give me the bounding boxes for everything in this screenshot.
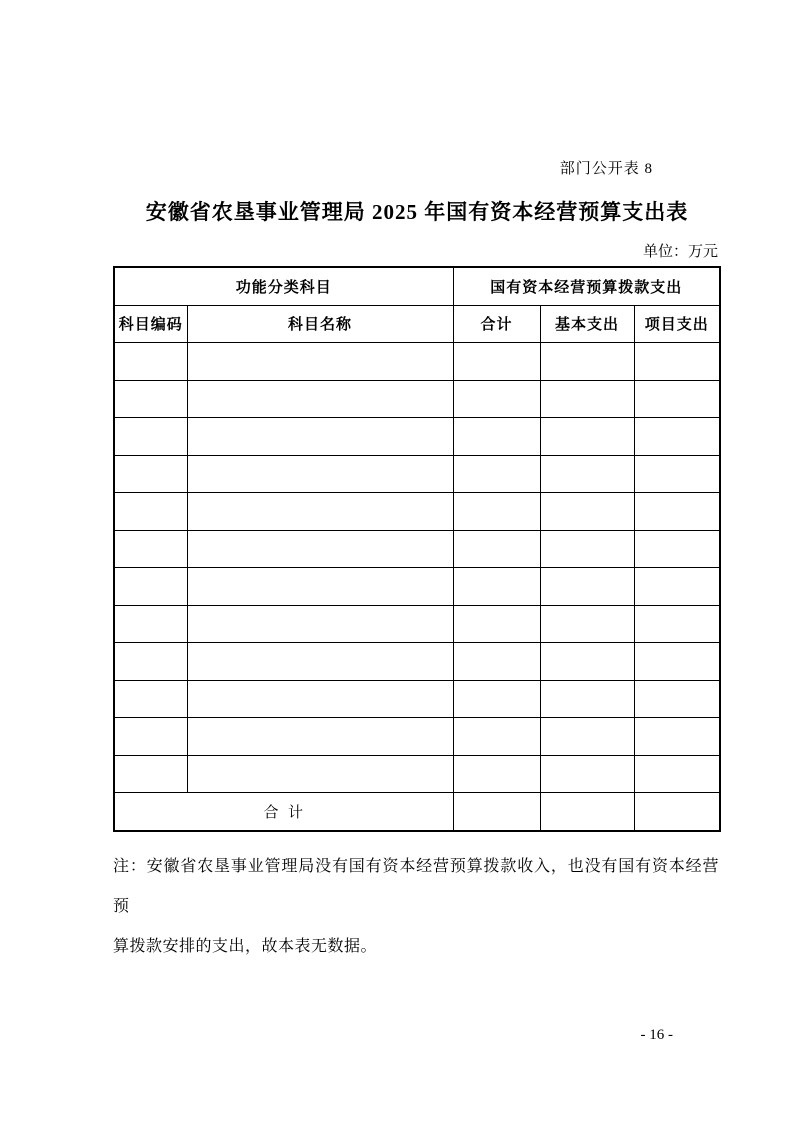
table-footer xyxy=(114,793,720,831)
empty-row xyxy=(114,718,720,756)
empty-cell xyxy=(453,380,540,418)
empty-cell xyxy=(540,418,634,456)
budget-table xyxy=(113,266,721,832)
column-header-row xyxy=(114,305,720,343)
empty-cell xyxy=(540,605,634,643)
note xyxy=(113,847,719,967)
empty-row xyxy=(114,755,720,793)
header-functional-classification: 功能分类科目 xyxy=(114,267,453,305)
total-row xyxy=(114,793,720,831)
empty-cell xyxy=(453,343,540,381)
empty-cell xyxy=(453,643,540,681)
header-group-row xyxy=(114,267,720,305)
empty-row xyxy=(114,343,720,381)
empty-cell xyxy=(540,568,634,606)
empty-cell xyxy=(187,530,453,568)
empty-cell xyxy=(453,493,540,531)
empty-cell xyxy=(540,343,634,381)
note-line-1: 注：安徽省农垦事业管理局没有国有资本经营预算拨款收入，也没有国有资本经营预 xyxy=(113,858,719,915)
empty-cell xyxy=(187,755,453,793)
header-state-capital-budget-expenditure: 国有资本经营预算拨款支出 xyxy=(453,267,720,305)
empty-cell xyxy=(540,643,634,681)
empty-cell xyxy=(634,718,720,756)
col-header-subject-name: 科目名称 xyxy=(187,305,453,343)
empty-cell xyxy=(114,568,187,606)
empty-cell xyxy=(453,605,540,643)
col-header-project-expenditure: 项目支出 xyxy=(634,305,720,343)
empty-cell xyxy=(114,380,187,418)
total-value-project xyxy=(634,793,720,831)
empty-cell xyxy=(634,380,720,418)
table-body xyxy=(114,343,720,793)
empty-cell xyxy=(187,380,453,418)
empty-row xyxy=(114,643,720,681)
page-title: 安徽省农垦事业管理局 2025 年国有资本经营预算支出表 xyxy=(145,200,689,224)
empty-cell xyxy=(634,455,720,493)
col-header-subject-code: 科目编码 xyxy=(114,305,187,343)
empty-cell xyxy=(540,380,634,418)
empty-cell xyxy=(453,530,540,568)
empty-cell xyxy=(114,718,187,756)
empty-cell xyxy=(540,455,634,493)
empty-cell xyxy=(634,530,720,568)
total-value-total xyxy=(453,793,540,831)
total-value-basic xyxy=(540,793,634,831)
empty-cell xyxy=(634,605,720,643)
empty-cell xyxy=(114,455,187,493)
empty-row xyxy=(114,493,720,531)
empty-cell xyxy=(114,493,187,531)
empty-cell xyxy=(540,493,634,531)
empty-cell xyxy=(453,418,540,456)
empty-cell xyxy=(187,605,453,643)
empty-cell xyxy=(187,493,453,531)
table-header xyxy=(114,267,720,343)
empty-cell xyxy=(634,343,720,381)
empty-cell xyxy=(453,755,540,793)
empty-row xyxy=(114,605,720,643)
empty-row xyxy=(114,418,720,456)
empty-row xyxy=(114,680,720,718)
page-number: - 16 - xyxy=(640,1027,673,1043)
col-header-basic-expenditure: 基本支出 xyxy=(540,305,634,343)
empty-cell xyxy=(634,755,720,793)
empty-cell xyxy=(187,680,453,718)
empty-cell xyxy=(540,718,634,756)
empty-cell xyxy=(187,343,453,381)
empty-cell xyxy=(634,418,720,456)
empty-row xyxy=(114,380,720,418)
empty-row xyxy=(114,455,720,493)
empty-cell xyxy=(540,755,634,793)
empty-cell xyxy=(114,530,187,568)
empty-cell xyxy=(114,343,187,381)
total-row-label: 合 计 xyxy=(114,793,453,831)
empty-cell xyxy=(634,680,720,718)
empty-row xyxy=(114,568,720,606)
empty-cell xyxy=(114,418,187,456)
empty-cell xyxy=(187,718,453,756)
empty-cell xyxy=(114,643,187,681)
col-header-total: 合计 xyxy=(453,305,540,343)
unit-label: 单位：万元 xyxy=(642,244,718,260)
empty-cell xyxy=(453,718,540,756)
empty-cell xyxy=(187,455,453,493)
dept-table-label: 部门公开表 8 xyxy=(559,161,653,177)
empty-cell xyxy=(114,755,187,793)
empty-cell xyxy=(453,680,540,718)
empty-cell xyxy=(187,418,453,456)
empty-cell xyxy=(540,530,634,568)
empty-cell xyxy=(453,455,540,493)
empty-cell xyxy=(453,568,540,606)
empty-cell xyxy=(114,605,187,643)
empty-cell xyxy=(634,643,720,681)
empty-cell xyxy=(634,568,720,606)
empty-cell xyxy=(187,643,453,681)
empty-cell xyxy=(187,568,453,606)
empty-cell xyxy=(114,680,187,718)
empty-row xyxy=(114,530,720,568)
empty-cell xyxy=(634,493,720,531)
note-line-2: 算拨款安排的支出，故本表无数据。 xyxy=(113,938,378,955)
empty-cell xyxy=(540,680,634,718)
